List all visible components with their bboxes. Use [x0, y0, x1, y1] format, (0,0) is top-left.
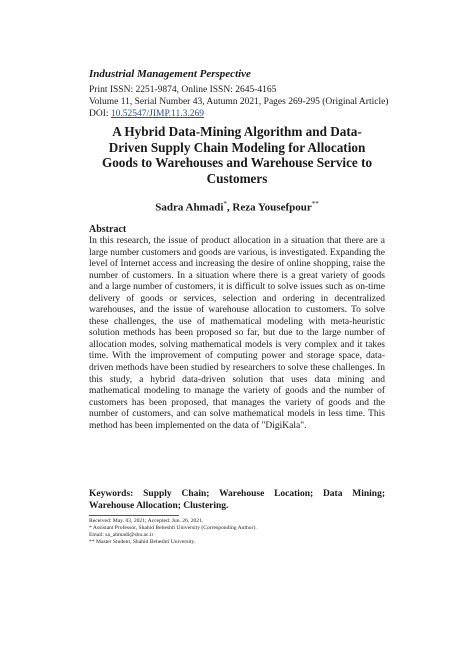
author-separator: ,: [226, 201, 233, 214]
author-line: [89, 197, 385, 215]
paper-title: A Hybrid Data-Mining Algorithm and Data-Driven Supply Chain Modeling for Allocation Goods to Warehouses and Warehouse Service to Customers: [101, 124, 373, 186]
volume-line: Volume 11, Serial Number 43, Autumn 2021, Pages 269-295 (Original Article): [89, 97, 389, 107]
footnote-divider: [89, 515, 179, 516]
abstract-heading: Abstract: [89, 224, 127, 235]
author-footnote-mark: **: [311, 200, 319, 208]
journal-name: Industrial Management Perspective: [89, 68, 251, 80]
author-footnote-mark: *: [223, 200, 227, 208]
footnotes: [89, 518, 389, 546]
doi-link[interactable]: 10.52547/JIMP.11.3.269: [110, 109, 204, 119]
keywords: Keywords: Supply Chain; Warehouse Location; Data Mining; Warehouse Allocation; Clustering.: [89, 489, 385, 511]
author-name: Reza Yousefpour: [232, 201, 312, 214]
author-affiliation-note: * Assistant Professor, Shahid Beheshti University (Corresponding Author).: [89, 525, 257, 531]
publication-meta: [89, 84, 389, 120]
abstract-body: In this research, the issue of product allocation in a situation that there are a large number customers and goods are various, is investigated. Expanding the level of Internet access and increasing the desire of online shopping, raise the number of customers. In a situation where there is a great variety of goods and a large number of customers, it is difficult to solve issues such as on-time delivery of goods or services, selection and ordering in decentralized warehouses, and the issue of warehouse allocation to customers. To solve these challenges, the use of mathematical modeling with meta-heuristic solution methods has been proposed so far, but due to the large number of allocation modes, solving mathematical models is very complex and it takes time. With the improvement of computing power and storage space, data-driven methods have been studied by researchers to solve these challenges. In this study, a hybrid data-driven solution that uses data mining and mathematical modeling to manage the variety of goods and the number of customers has been proposed, that manages the variety of goods and the number of customers, and can solve mathematical models in less time. This method has been implemented on the data of "DigiKala".: [89, 236, 385, 431]
received-date-note: Received: May. 03, 2021; Accepted: Jun. 26, 2021.: [89, 518, 204, 524]
issn-line: Print ISSN: 2251-9874, Online ISSN: 2645-4165: [89, 85, 277, 95]
doi-line: [89, 108, 389, 120]
author-affiliation-note: ** Master Student, Shahid Beheshti University.: [89, 539, 196, 545]
author-name: Sadra Ahmadi: [155, 201, 224, 214]
doi-label: DOI:: [89, 109, 111, 119]
email-note: Email: sa_ahmadi@sbu.ac.ir: [89, 532, 154, 538]
